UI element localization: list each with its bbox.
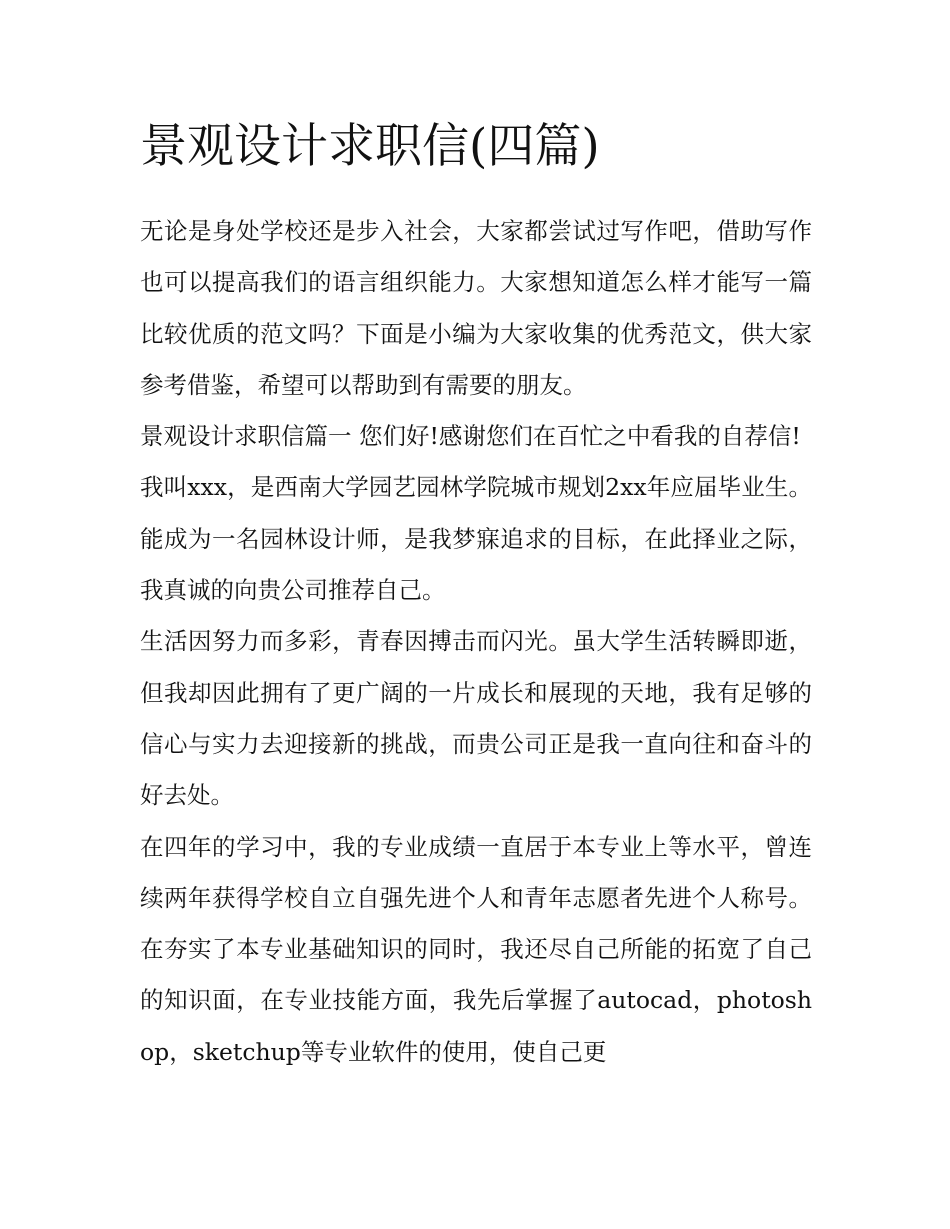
document-page xyxy=(140,112,812,1078)
paragraph-self-introduction: 我叫xxx，是西南大学园艺园林学院城市规划2xx年应届毕业生。能成为一名园林设计师，是我梦寐追求的目标，在此择业之际，我真诚的向贵公司推荐自己。 xyxy=(140,473,812,605)
paragraph-college-life: 生活因努力而多彩，青春因搏击而闪光。虽大学生活转瞬即逝，但我却因此拥有了更广阔的一片成长和展现的天地，我有足够的信心与实力去迎接新的挑战，而贵公司正是我一直向往和奋斗的好去处。 xyxy=(140,627,812,810)
paragraph-intro: 无论是身处学校还是步入社会，大家都尝试过写作吧，借助写作也可以提高我们的语言组织能力。大家想知道怎么样才能写一篇比较优质的范文吗？下面是小编为大家收集的优秀范文，供大家参考借鉴，希望可以帮助到有需要的朋友。 xyxy=(140,217,812,399)
document-title: 景观设计求职信(四篇) xyxy=(140,119,600,174)
paragraph-academic-skills: 在四年的学习中，我的专业成绩一直居于本专业上等水平，曾连续两年获得学校自立自强先进个人和青年志愿者先进个人称号。在夯实了本专业基础知识的同时，我还尽自己所能的拓宽了自己的知识面，在专业技能方面，我先后掌握了autocad，photoshop，sketchup等专业软件的使用，使自己更 xyxy=(140,832,812,1066)
paragraph-greeting: 景观设计求职信篇一 您们好!感谢您们在百忙之中看我的自荐信! xyxy=(140,422,801,451)
